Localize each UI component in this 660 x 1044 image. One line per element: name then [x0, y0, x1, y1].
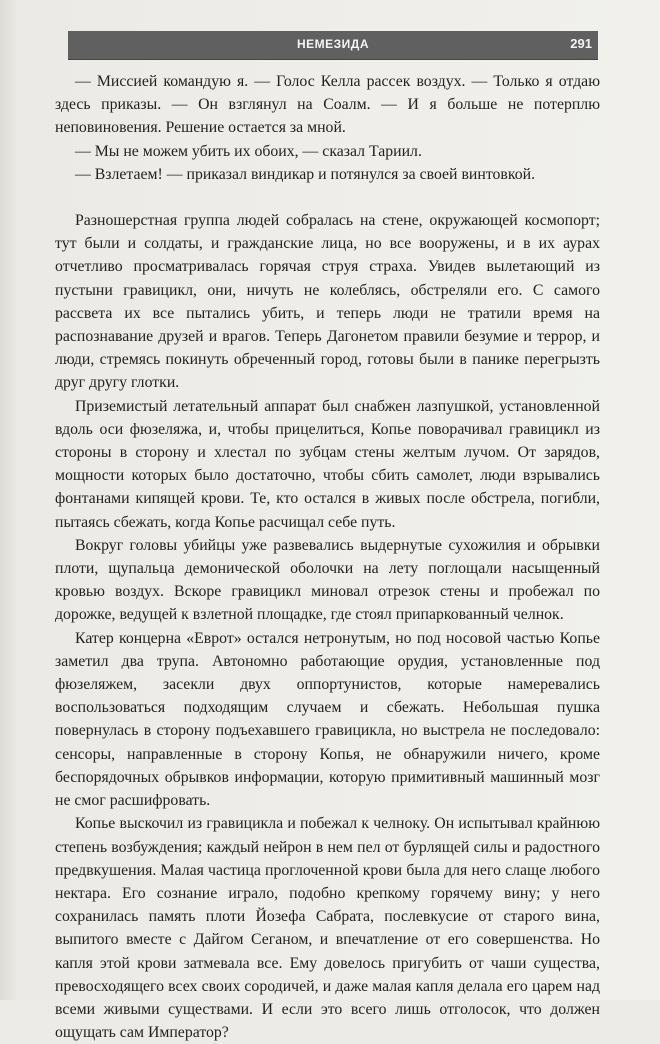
body-text: [55, 70, 600, 1044]
paragraph: Вокруг головы убийцы уже развевались выдернутые сухожилия и обрывки плоти, щупальца демонической оболочки на лету поглощали насыщенный кровью воздух. Вскоре гравицикл миновал отрезок стены и пробежал по дорожке, ведущей к взлетной площадке, где стоял припаркованный челнок.: [55, 536, 600, 624]
paragraph: Разношерстная группа людей собралась на стене, окружающей космопорт; тут были и солдаты, и гражданские лица, но все вооружены, и в их аурах отчетливо просматривалась горячая струя страха. Увидев вылетающий из пустыни гравицикл, они, ничуть не колеблясь, обстреляли его. С самого рассвета их все пытались убить, и теперь люди не тратили время на распознавание друзей и врагов. Теперь Дагонетом правили безумие и террор, и люди, стремясь покинуть обреченный город, готовы были в панике перегрызть друг другу глотки.: [55, 212, 600, 392]
paragraph: Приземистый летательный аппарат был снабжен лазпушкой, установленной вдоль оси фюзеляжа, и, чтобы прицелиться, Копье поворачивал гравицикл из стороны в сторону и хлестал по зубцам стены желтым лучом. От зарядов, мощности которых было достаточно, чтобы сбить самолет, люди взрывались фонтанами кипящей крови. Те, кто остался в живых после обстрела, погибли, пытаясь сбежать, когда Копье расчищал себе путь.: [55, 397, 600, 531]
paragraph: Копье выскочил из гравицикла и побежал к челноку. Он испытывал крайнюю степень возбуждения; каждый нейрон в нем пел от бурлящей силы и радостного предвкушения. Малая частица проглоченной крови была для него слаще любого нектара. Его сознание играло, подобно крепкому горячему вину; у него сохранилась память плоти Йозефа Сабрата, послевкусие от старого вина, выпитого вместе с Дайгом Сеганом, и впечатление от его совершенства. Но капля этой крови затмевала все. Ему довелось пригубить от чаши существа, превосходящего всех своих сородичей, и даже малая капля делала его царем над всеми живыми существами. И если это всего лишь отголосок, что должен ощущать сам Император?: [55, 815, 600, 1042]
chapter-title: НЕМЕЗИДА: [296, 37, 370, 51]
paragraph: — Взлетаем! — приказал виндикар и потянулся за своей винтовкой.: [75, 165, 536, 183]
paragraph: Катер концерна «Еврот» остался нетронутым, но под носовой частью Копье заметил два трупа. Автономно работающие орудия, установленные под фюзеляжем, засекли двух оппортунистов, которые намеревались воспользоваться подходящим случаем и сбежать. Небольшая пушка повернулась в сторону подъехавшего гравицикла, но выстрела не последовало: сенсоры, направленные в сторону Копья, не обнаружили ничего, кроме беспорядочных обрывков информации, которую примитивный машинный мозг не смог расшифровать.: [55, 629, 600, 810]
paragraph: — Мы не можем убить их обоих, — сказал Тариил.: [75, 142, 422, 160]
page-number: 291: [570, 36, 592, 51]
paragraph: — Миссией командую я. — Голос Келла рассек воздух. — Только я отдаю здесь приказы. — Он взглянул на Соалм. — И я больше не потерплю неповиновения. Решение остается за мной.: [55, 73, 600, 137]
running-header: [68, 31, 598, 60]
